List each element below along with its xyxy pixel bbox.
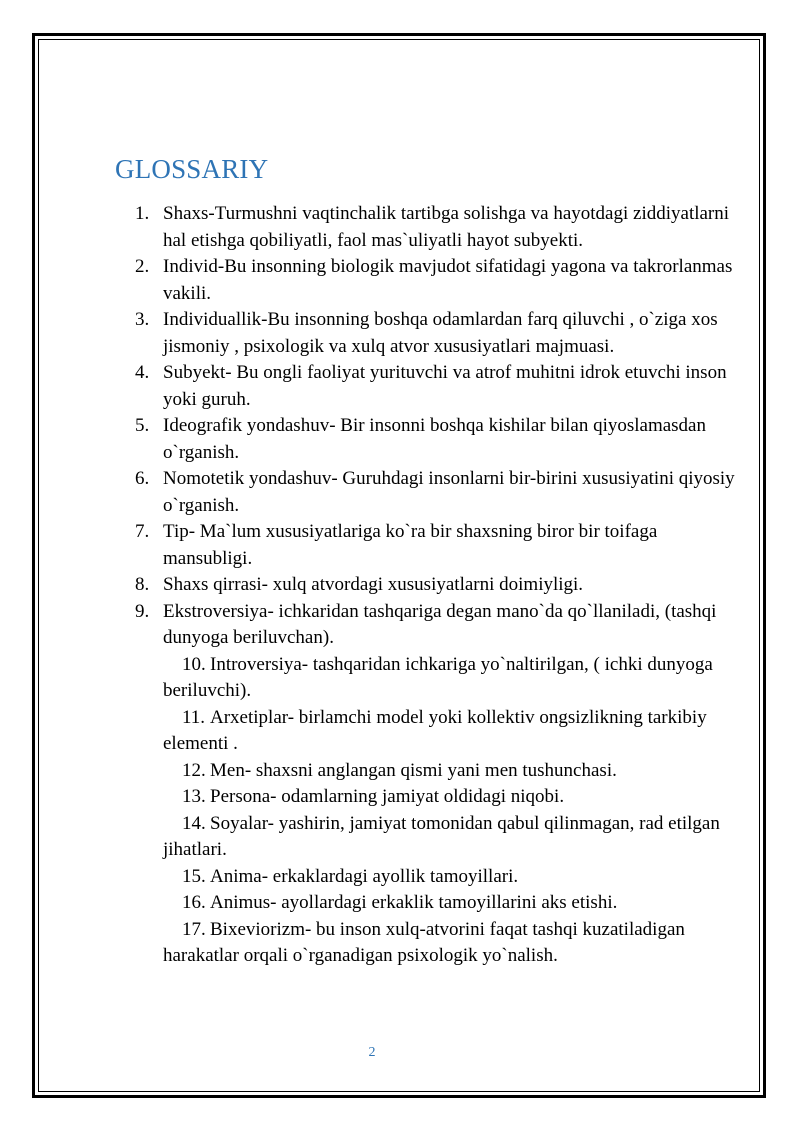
- glossary-item-text: Individ-Bu insonning biologik mavjudot sifatidagi yagona va takrorlanmas vakili.: [163, 256, 733, 304]
- glossary-item-text: Shaxs qirrasi- xulq atvordagi xususiyatlarni doimiyligi.: [163, 574, 584, 595]
- glossary-item-number: 4.: [135, 362, 150, 383]
- glossary-item: [135, 917, 745, 970]
- glossary-item-text: Introversiya- tashqaridan ichkariga yo`naltirilgan, ( ichki dunyoga beriluvchi).: [163, 653, 713, 701]
- glossary-item-text: Nomotetik yondashuv- Guruhdagi insonlarni bir-birini xususiyatini qiyosiy o`rganish.: [163, 468, 735, 516]
- glossary-item-text: Shaxs-Turmushni vaqtinchalik tartibga solishga va hayotdagi ziddiyatlarni hal etishga qobiliyatli, faol mas`uliyatli hayot subyekti.: [163, 203, 730, 251]
- glossary-item-text: Animus- ayollardagi erkaklik tamoyillarini aks etishi.: [210, 892, 618, 913]
- glossary-item-text: Tip- Ma`lum xususiyatlariga ko`ra bir shaxsning biror bir toifaga mansubligi.: [163, 521, 658, 569]
- glossary-item-number: 10.: [182, 653, 206, 675]
- page-number-text: 2: [368, 1045, 376, 1060]
- glossary-item-number: 5.: [135, 415, 150, 436]
- glossary-item: [135, 307, 745, 360]
- page-title: GLOSSARIY: [115, 154, 269, 184]
- glossary-item-text: Persona- odamlarning jamiyat oldidagi niqobi.: [210, 786, 565, 807]
- glossary-item-number: 13.: [182, 786, 206, 807]
- glossary-item-text: Ideografik yondashuv- Bir insonni boshqa kishilar bilan qiyoslamasdan o`rganish.: [163, 415, 706, 463]
- glossary-item-number: 9.: [135, 600, 150, 622]
- glossary-item: [135, 890, 745, 917]
- glossary-item-number: 1.: [135, 203, 150, 224]
- glossary-item-text: Bixeviorizm- bu inson xulq-atvorini faqat tashqi kuzatiladigan harakatlar orqali o`rganadigan psixologik yo`nalish.: [163, 918, 685, 966]
- glossary-item: [135, 758, 745, 785]
- glossary-item: [135, 360, 745, 413]
- glossary-item-number: 16.: [182, 892, 206, 913]
- glossary-item-text: Soyalar- yashirin, jamiyat tomonidan qabul qilinmagan, rad etilgan jihatlari.: [163, 812, 720, 860]
- glossary-item: [135, 864, 745, 891]
- glossary-item-number: 2.: [135, 256, 150, 277]
- glossary-item-number: 17.: [182, 918, 206, 940]
- glossary-item: [135, 705, 745, 758]
- glossary-list: [135, 201, 745, 970]
- glossary-item-text: Ekstroversiya- ichkaridan tashqariga degan mano`da qo`llaniladi, (tashqi dunyoga beriluvchan).: [163, 600, 717, 648]
- glossary-item: [135, 413, 745, 466]
- glossary-item: [135, 811, 745, 864]
- glossary-item: [135, 572, 745, 599]
- glossary-item: [135, 519, 745, 572]
- glossary-item-text: Arxetiplar- birlamchi model yoki kollektiv ongsizlikning tarkibiy elementi .: [163, 706, 707, 754]
- glossary-item: [135, 652, 745, 705]
- glossary-item-number: 12.: [182, 759, 206, 781]
- glossary-item-number: 6.: [135, 468, 150, 489]
- glossary-item-text: Subyekt- Bu ongli faoliyat yurituvchi va atrof muhitni idrok etuvchi inson yoki guruh.: [163, 362, 727, 410]
- glossary-item-text: Men- shaxsni anglangan qismi yani men tushunchasi.: [210, 759, 617, 781]
- glossary-item-text: Individuallik-Bu insonning boshqa odamlardan farq qiluvchi , o`ziga xos jismoniy , psixologik va xulq atvor xususiyatlari majmuasi.: [163, 309, 718, 357]
- glossary-item-number: 14.: [182, 812, 206, 834]
- glossary-item-number: 3.: [135, 309, 150, 330]
- glossary-item: [135, 466, 745, 519]
- glossary-item: [135, 254, 745, 307]
- glossary-item: [135, 201, 745, 254]
- glossary-item: [135, 784, 745, 811]
- glossary-item: [135, 599, 745, 652]
- glossary-item-number: 11.: [182, 706, 206, 728]
- glossary-item-number: 8.: [135, 574, 150, 595]
- glossary-item-number: 7.: [135, 521, 150, 542]
- page-number: [0, 1045, 800, 1061]
- glossary-item-text: Anima- erkaklardagi ayollik tamoyillari.: [210, 865, 519, 887]
- glossary-item-number: 15.: [182, 865, 206, 887]
